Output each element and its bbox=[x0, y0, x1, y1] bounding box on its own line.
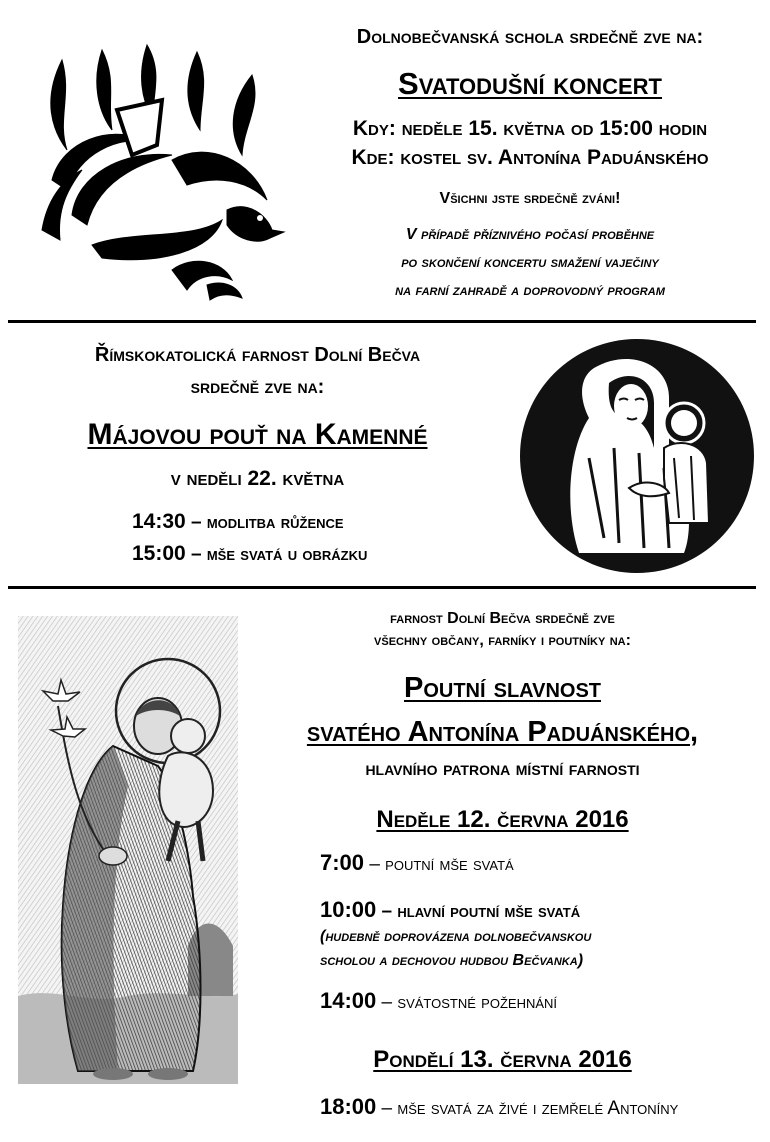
program-time: 14:00 bbox=[320, 988, 377, 1013]
pilgrimage-host-header: Římskokatolická farnost Dolní Bečva bbox=[94, 344, 421, 366]
program-time: 14:30 bbox=[132, 510, 186, 533]
feast-program-note: (hudebně doprovázena dolnobečvanskou bbox=[320, 928, 592, 945]
section-divider bbox=[8, 586, 756, 589]
concert-note-line: V případě příznivého počasí proběhne bbox=[405, 226, 655, 243]
feast-program-item bbox=[320, 850, 514, 876]
program-text: – modlitba růžence bbox=[185, 512, 344, 533]
program-time: 7:00 bbox=[320, 850, 365, 875]
feast-program-item bbox=[320, 1094, 678, 1120]
feast-day1-date bbox=[245, 806, 760, 834]
feast-title-line2 bbox=[245, 716, 760, 749]
concert-title bbox=[300, 66, 760, 102]
feast-program-item bbox=[320, 897, 580, 923]
feast-day1-date-text: Neděle 12. června 2016 bbox=[376, 806, 629, 833]
concert-title-text: Svatodušní koncert bbox=[398, 66, 662, 101]
concert-where: Kde: kostel sv. Antonína Paduánského bbox=[351, 146, 709, 169]
feast-title-comma: , bbox=[690, 716, 699, 748]
pilgrimage-title bbox=[20, 418, 495, 452]
feast-host-subheader: všechny občany, farníky i poutníky na: bbox=[374, 632, 631, 649]
concert-host-header: Dolnobečvanská schola srdečně zve na: bbox=[356, 26, 704, 48]
concert-note-line: na farní zahradě a doprovodný program bbox=[395, 282, 665, 299]
program-time: 18:00 bbox=[320, 1094, 377, 1119]
pilgrimage-date: v neděli 22. května bbox=[170, 467, 345, 490]
feast-title-text: Poutní slavnost bbox=[403, 672, 602, 704]
feast-program-note: scholou a dechovou hudbou Bečvanka) bbox=[320, 952, 584, 969]
pilgrimage-program-item bbox=[132, 510, 344, 534]
program-text: – svátostné požehnání bbox=[376, 992, 558, 1013]
concert-when: Kdy: neděle 15. května od 15:00 hodin bbox=[352, 117, 708, 140]
feast-title-text: svatého Antonína Paduánského bbox=[306, 716, 691, 748]
feast-host-header: farnost Dolní Bečva srdečně zve bbox=[390, 610, 615, 627]
pilgrimage-title-text: Májovou pouť na Kamenné bbox=[87, 418, 428, 451]
madonna-and-child-medallion bbox=[519, 338, 755, 574]
program-text: – mše svatá u obrázku bbox=[185, 544, 368, 565]
saint-anthony-engraving bbox=[18, 616, 238, 1084]
feast-day2-date-text: Pondělí 13. června 2016 bbox=[373, 1046, 632, 1073]
program-text: – mše svatá za živé i zemřelé Antoníny bbox=[376, 1098, 679, 1119]
program-time: 15:00 bbox=[132, 542, 186, 565]
feast-day2-date bbox=[245, 1046, 760, 1074]
pilgrimage-program-item bbox=[132, 542, 367, 566]
program-text: – hlavní poutní mše svatá bbox=[376, 901, 581, 922]
feast-subtitle: hlavního patrona místní farnosti bbox=[365, 758, 640, 780]
concert-note-line: po skončení koncertu smažení vaječiny bbox=[401, 254, 659, 271]
feast-title-line1 bbox=[245, 672, 760, 705]
feast-program-item bbox=[320, 988, 557, 1014]
section-divider bbox=[8, 320, 756, 323]
pilgrimage-host-subheader: srdečně zve na: bbox=[190, 376, 325, 398]
holy-spirit-dove-illustration bbox=[22, 40, 292, 302]
concert-welcome: Všichni jste srdečně zváni! bbox=[439, 190, 621, 207]
program-time: 10:00 bbox=[320, 897, 377, 922]
program-text: – poutní mše svatá bbox=[364, 854, 514, 875]
